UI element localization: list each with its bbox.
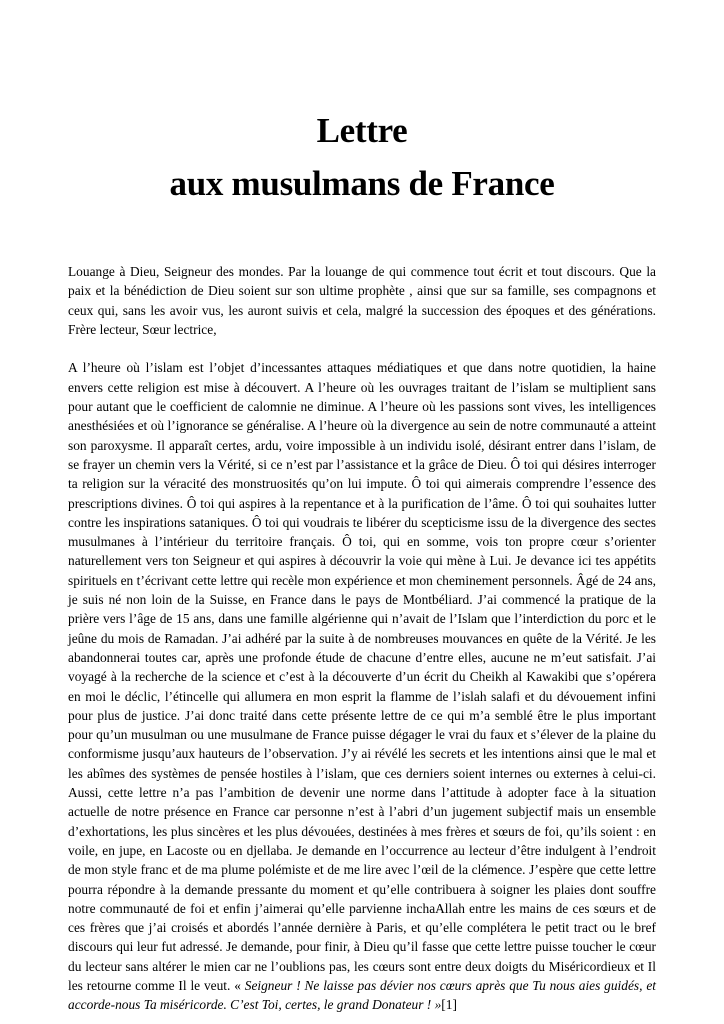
quran-quote: Seigneur ! Ne laisse pas dévier nos cœurs après que Tu nous aies guidés, et accorde-nous Ta miséricorde. C’est Toi, certes, le grand Donateur ! » (68, 977, 656, 1013)
footnote-reference[interactable]: [1] (441, 997, 457, 1013)
paragraph-salutation: Louange à Dieu, Seigneur des mondes. Par la louange de qui commence tout écrit et tout discours. Que la paix et la bénédiction de Dieu soient sur son ultime prophète , ainsi que sur sa famille, ses compagnons et ceux qui, sans les avoir vus, les auront suivis et cela, malgré la succession des époques et des générations. Frère lecteur, Sœur lectrice, (68, 264, 656, 337)
document-title (68, 104, 656, 210)
title-line-2: aux musulmans de France (169, 164, 555, 203)
document-body (68, 262, 656, 1015)
paragraph-main (68, 358, 656, 1014)
paragraph-main-text: A l’heure où l’islam est l’objet d’incessantes attaques médiatiques et que dans notre quotidien, la haine envers cette religion est mise à découvert. A l’heure où les ouvrages traitant de l’islam se multiplient sans pour autant que le coefficient de calomnie ne diminue. A l’heure où les passions sont vives, les intelligences anesthésiées et où l’ignorance se généralise. A l’heure où la divergence au sein de notre communauté a atteint son paroxysme. Il apparaît certes, ardu, voire impossible à un individu isolé, désirant entrer dans l’islam, de se frayer un chemin vers la Vérité, si ce n’est par l’assistance et la grâce de Dieu. Ô toi qui désires interroger ta religion sur la véracité des monstruosités qu’on lui impute. Ô toi qui aimerais comprendre l’essence des prescriptions divines. Ô toi qui aspires à la repentance et à la purification de l’âme. Ô toi qui souhaites lutter contre les inspirations sataniques. Ô toi qui voudrais te libérer du scepticisme issu de la divergence des sectes musulmanes à l’intérieur du territoire français. Ô toi, qui en somme, vois ton propre cœur s’orienter naturellement vers ton Seigneur et qui aspires à découvrir la voie qui mène à Lui. Je devance ici tes appétits spirituels en t’écrivant cette lettre qui recèle mon expérience et mon cheminement personnels. Âgé de 24 ans, je suis né non loin de la Suisse, en France dans le pays de Montbéliard. J’ai commencé la pratique de la prière vers l’âge de 15 ans, dans une famille algérienne qui n’avait de l’Islam que l’interdiction du porc et le jeûne du mois de Ramadan. J’ai adhéré par la suite à de nombreuses mouvances en quête de la Vérité. Je les abandonnerai toutes car, après une profonde étude de chacune d’entre elles, aucune ne m’eut satisfait. J’ai voyagé à la recherche de la science et c’est à la découverte d’un écrit du Cheikh al Kawakibi que s’opérera en moi le déclic, l’étincelle qui allumera en mon esprit la flamme de l’islah salafi et du dévouement infini pour plus de justice. J’ai donc traité dans cette présente lettre de ce qui m’a semblé être le plus important pour qu’un musulman ou une musulmane de France puisse dégager le vrai du faux et s’élever de la plaine du conformisme jusqu’aux hauteurs de l’observation. J’y ai révélé les secrets et les intentions ainsi que le mal et les abîmes des systèmes de pensée hostiles à l’islam, que ces derniers soient internes ou externes à celui-ci. Aussi, cette lettre n’a pas l’ambition de devenir une norme dans l’attitude à adopter face à la situation actuelle de notre présence en France car personne n’est à l’abri d’un jugement subjectif mais un ensemble d’exhortations, les plus sincères et les plus dévouées, destinées à mes frères et sœurs de foi, qu’ils soient : en voile, en jupe, en Lacoste ou en djellaba. Je demande en l’occurrence au lecteur d’être indulgent à l’endroit de mon style franc et de ma plume polémiste et de me lire avec l’œil de la clémence. J’espère que cette lettre pourra répondre à la demande pressante du moment et qu’elle contribuera à soigner les plaies dont souffre notre communauté de foi et enfin j’aimerai qu’elle parvienne inchaAllah entre les mains de ces sœurs et de ces frères que j’ai croisés et abordés l’année dernière à Paris, et qu’elle complétera le petit tract ou le bref discours qui leur fut adressé. Je demande, pour finir, à Dieu qu’il fasse que cette lettre puisse toucher le cœur du lecteur sans altérer le mien car ne l’oublions pas, les cœurs sont entre deux doigts du Miséricordieux et Il les retourne comme Il le veut. « (68, 360, 656, 993)
title-line-1: Lettre (316, 111, 408, 150)
